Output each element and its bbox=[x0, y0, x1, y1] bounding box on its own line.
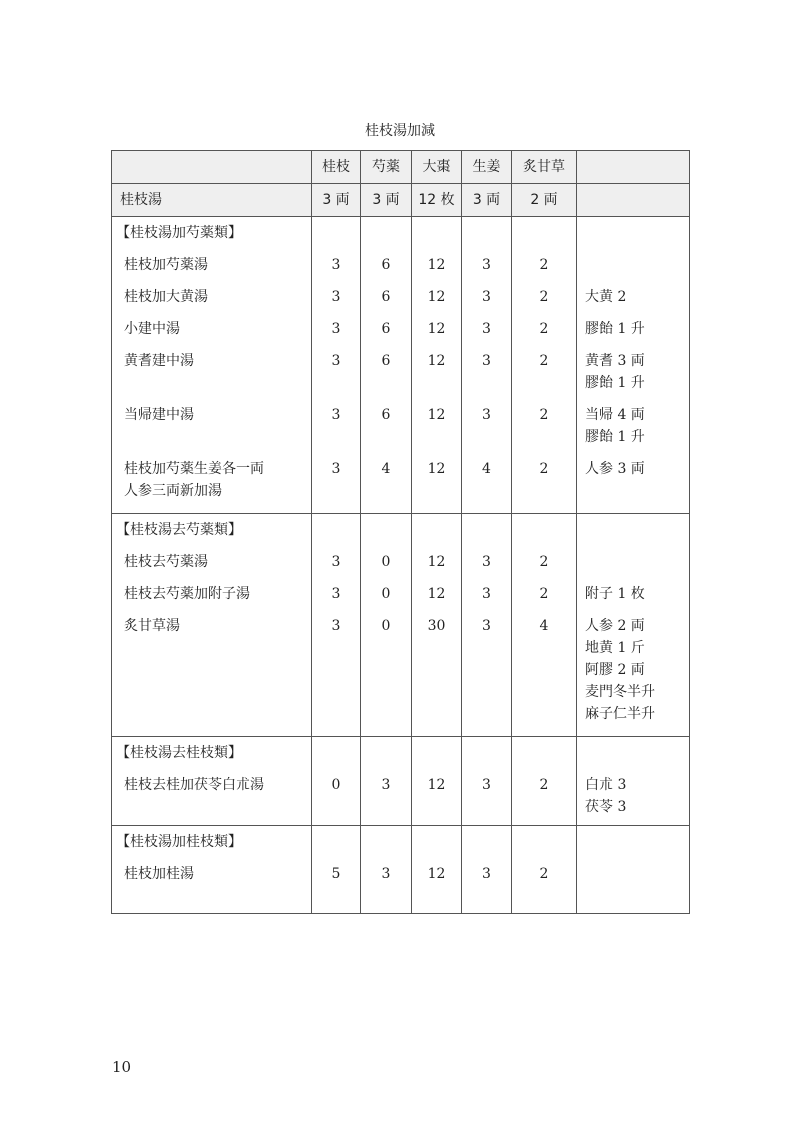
dose-cell: 3 bbox=[462, 345, 512, 399]
note-cell bbox=[577, 345, 690, 399]
empty-cell bbox=[462, 514, 512, 547]
formula-row bbox=[112, 610, 690, 737]
section-heading-row bbox=[112, 737, 690, 770]
empty-cell bbox=[462, 826, 512, 859]
empty-cell bbox=[412, 514, 462, 547]
dose-cell: 3 bbox=[312, 313, 361, 345]
note-cell bbox=[577, 249, 690, 281]
line: 阿膠 2 両 bbox=[585, 662, 645, 678]
line: 膠飴 1 升 bbox=[585, 429, 645, 445]
empty-cell bbox=[577, 826, 690, 859]
column-header: 大棗 bbox=[412, 151, 462, 184]
dose-cell: 3 bbox=[462, 578, 512, 610]
note-cell bbox=[577, 399, 690, 453]
note-cell bbox=[577, 610, 690, 737]
dose-cell: 12 bbox=[412, 281, 462, 313]
line: 桂枝加大黄湯 bbox=[124, 289, 208, 305]
formula-table bbox=[111, 150, 690, 914]
header-row bbox=[112, 151, 690, 184]
formula-name bbox=[112, 399, 312, 453]
dose-cell: 0 bbox=[361, 610, 412, 737]
dose-cell: 12 bbox=[412, 399, 462, 453]
dose-cell: 3 bbox=[312, 453, 361, 514]
dose-cell: 0 bbox=[361, 546, 412, 578]
dose-cell: 5 bbox=[312, 858, 361, 914]
empty-cell bbox=[577, 737, 690, 770]
line: 桂枝去桂加茯苓白朮湯 bbox=[124, 777, 264, 793]
dose-cell: 3 bbox=[312, 345, 361, 399]
empty-cell bbox=[312, 826, 361, 859]
line: 桂枝去芍薬湯 bbox=[124, 554, 208, 570]
note-cell bbox=[577, 313, 690, 345]
formula-name bbox=[112, 578, 312, 610]
line: 小建中湯 bbox=[124, 321, 180, 337]
line: 黄耆建中湯 bbox=[124, 353, 194, 369]
dose-cell: 2 bbox=[512, 858, 577, 914]
formula-name bbox=[112, 858, 312, 914]
dose-cell: 2 bbox=[512, 345, 577, 399]
section-name: 【桂枝湯加芍薬類】 bbox=[112, 217, 312, 250]
dose-cell: 6 bbox=[361, 313, 412, 345]
formula-row bbox=[112, 281, 690, 313]
formula-name bbox=[112, 769, 312, 826]
line: 人参 2 両 bbox=[585, 618, 645, 634]
dose-cell: 12 bbox=[412, 546, 462, 578]
note-cell bbox=[577, 769, 690, 826]
column-header: 芍薬 bbox=[361, 151, 412, 184]
line: 麦門冬半升 bbox=[585, 684, 655, 700]
dose-cell: 2 bbox=[512, 453, 577, 514]
empty-cell bbox=[361, 514, 412, 547]
line: 桂枝加芍薬湯 bbox=[124, 257, 208, 273]
dose-cell: 3 bbox=[462, 249, 512, 281]
column-header bbox=[112, 151, 312, 184]
dose-cell: 2 bbox=[512, 249, 577, 281]
dose-cell: 12 bbox=[412, 313, 462, 345]
line: 膠飴 1 升 bbox=[585, 375, 645, 391]
empty-cell bbox=[512, 514, 577, 547]
dose-cell: 4 bbox=[512, 610, 577, 737]
table-title: 桂枝湯加減 bbox=[365, 123, 435, 139]
note-cell bbox=[577, 184, 690, 217]
page-number: 10 bbox=[112, 1058, 132, 1076]
section-heading-row bbox=[112, 217, 690, 250]
dose-cell: 3 bbox=[462, 313, 512, 345]
formula-name bbox=[112, 546, 312, 578]
line: 炙甘草湯 bbox=[124, 618, 180, 634]
line: 桂枝加桂湯 bbox=[124, 866, 194, 882]
dose-cell: 3 bbox=[361, 769, 412, 826]
line: 膠飴 1 升 bbox=[585, 321, 645, 337]
dose-cell: 3 bbox=[312, 249, 361, 281]
empty-cell bbox=[312, 514, 361, 547]
line: 白朮 3 bbox=[585, 777, 627, 793]
formula-name bbox=[112, 345, 312, 399]
formula-row bbox=[112, 858, 690, 914]
dose-cell: 6 bbox=[361, 345, 412, 399]
empty-cell bbox=[361, 217, 412, 250]
formula-row bbox=[112, 578, 690, 610]
note-cell bbox=[577, 546, 690, 578]
dose-cell: 0 bbox=[312, 769, 361, 826]
dose-cell: 12 bbox=[412, 345, 462, 399]
note-cell bbox=[577, 858, 690, 914]
dose-cell: 12 bbox=[412, 453, 462, 514]
line: 地黄 1 斤 bbox=[585, 640, 645, 656]
line: 桂枝加芍薬生姜各一両 bbox=[124, 461, 264, 477]
formula-name bbox=[112, 453, 312, 514]
line: 附子 1 枚 bbox=[585, 586, 645, 602]
dose-cell: 3 bbox=[462, 399, 512, 453]
dose-cell: 3 両 bbox=[312, 184, 361, 217]
empty-cell bbox=[577, 217, 690, 250]
formula-row bbox=[112, 546, 690, 578]
note-cell bbox=[577, 578, 690, 610]
dose-cell: 3 bbox=[312, 399, 361, 453]
empty-cell bbox=[412, 737, 462, 770]
line: 当帰建中湯 bbox=[124, 407, 194, 423]
column-header: 桂枝 bbox=[312, 151, 361, 184]
dose-cell: 3 bbox=[462, 610, 512, 737]
line: 黄耆 3 両 bbox=[585, 353, 645, 369]
formula-row bbox=[112, 249, 690, 281]
formula-name bbox=[112, 281, 312, 313]
column-header: 炙甘草 bbox=[512, 151, 577, 184]
dose-cell: 3 bbox=[462, 281, 512, 313]
dose-cell: 4 bbox=[462, 453, 512, 514]
empty-cell bbox=[512, 217, 577, 250]
dose-cell: 2 bbox=[512, 313, 577, 345]
dose-cell: 3 bbox=[312, 546, 361, 578]
section-heading-row bbox=[112, 826, 690, 859]
dose-cell: 3 bbox=[462, 858, 512, 914]
line: 人参 3 両 bbox=[585, 461, 645, 477]
dose-cell: 30 bbox=[412, 610, 462, 737]
formula-name: 桂枝湯 bbox=[112, 184, 312, 217]
section-name: 【桂枝湯去芍薬類】 bbox=[112, 514, 312, 547]
dose-cell: 6 bbox=[361, 249, 412, 281]
formula-row bbox=[112, 399, 690, 453]
dose-cell: 3 両 bbox=[361, 184, 412, 217]
line: 人参三両新加湯 bbox=[124, 483, 222, 499]
line: 桂枝去芍薬加附子湯 bbox=[124, 586, 250, 602]
dose-cell: 12 bbox=[412, 578, 462, 610]
note-cell bbox=[577, 453, 690, 514]
dose-cell: 2 bbox=[512, 399, 577, 453]
dose-cell: 6 bbox=[361, 399, 412, 453]
dose-cell: 3 bbox=[312, 610, 361, 737]
empty-cell bbox=[512, 737, 577, 770]
dose-cell: 3 bbox=[361, 858, 412, 914]
formula-row bbox=[112, 313, 690, 345]
empty-cell bbox=[412, 826, 462, 859]
formula-name bbox=[112, 249, 312, 281]
dose-cell: 2 bbox=[512, 769, 577, 826]
dose-cell: 3 bbox=[312, 578, 361, 610]
base-formula-row bbox=[112, 184, 690, 217]
formula-row bbox=[112, 453, 690, 514]
section-name: 【桂枝湯加桂枝類】 bbox=[112, 826, 312, 859]
dose-cell: 4 bbox=[361, 453, 412, 514]
column-header bbox=[577, 151, 690, 184]
dose-cell: 3 両 bbox=[462, 184, 512, 217]
dose-cell: 2 bbox=[512, 546, 577, 578]
dose-cell: 6 bbox=[361, 281, 412, 313]
line: 茯苓 3 bbox=[585, 799, 627, 815]
empty-cell bbox=[462, 737, 512, 770]
empty-cell bbox=[361, 737, 412, 770]
dose-cell: 12 bbox=[412, 769, 462, 826]
note-cell bbox=[577, 281, 690, 313]
empty-cell bbox=[512, 826, 577, 859]
formula-name bbox=[112, 610, 312, 737]
dose-cell: 3 bbox=[462, 769, 512, 826]
section-heading-row bbox=[112, 514, 690, 547]
dose-cell: 2 両 bbox=[512, 184, 577, 217]
dose-cell: 12 枚 bbox=[412, 184, 462, 217]
empty-cell bbox=[312, 217, 361, 250]
dose-cell: 0 bbox=[361, 578, 412, 610]
line: 当帰 4 両 bbox=[585, 407, 645, 423]
line: 大黄 2 bbox=[585, 289, 627, 305]
empty-cell bbox=[412, 217, 462, 250]
empty-cell bbox=[462, 217, 512, 250]
dose-cell: 2 bbox=[512, 578, 577, 610]
section-name: 【桂枝湯去桂枝類】 bbox=[112, 737, 312, 770]
column-header: 生姜 bbox=[462, 151, 512, 184]
line: 麻子仁半升 bbox=[585, 706, 655, 722]
formula-name bbox=[112, 313, 312, 345]
dose-cell: 2 bbox=[512, 281, 577, 313]
empty-cell bbox=[577, 514, 690, 547]
dose-cell: 3 bbox=[462, 546, 512, 578]
dose-cell: 3 bbox=[312, 281, 361, 313]
empty-cell bbox=[361, 826, 412, 859]
formula-row bbox=[112, 345, 690, 399]
empty-cell bbox=[312, 737, 361, 770]
dose-cell: 12 bbox=[412, 249, 462, 281]
dose-cell: 12 bbox=[412, 858, 462, 914]
formula-row bbox=[112, 769, 690, 826]
